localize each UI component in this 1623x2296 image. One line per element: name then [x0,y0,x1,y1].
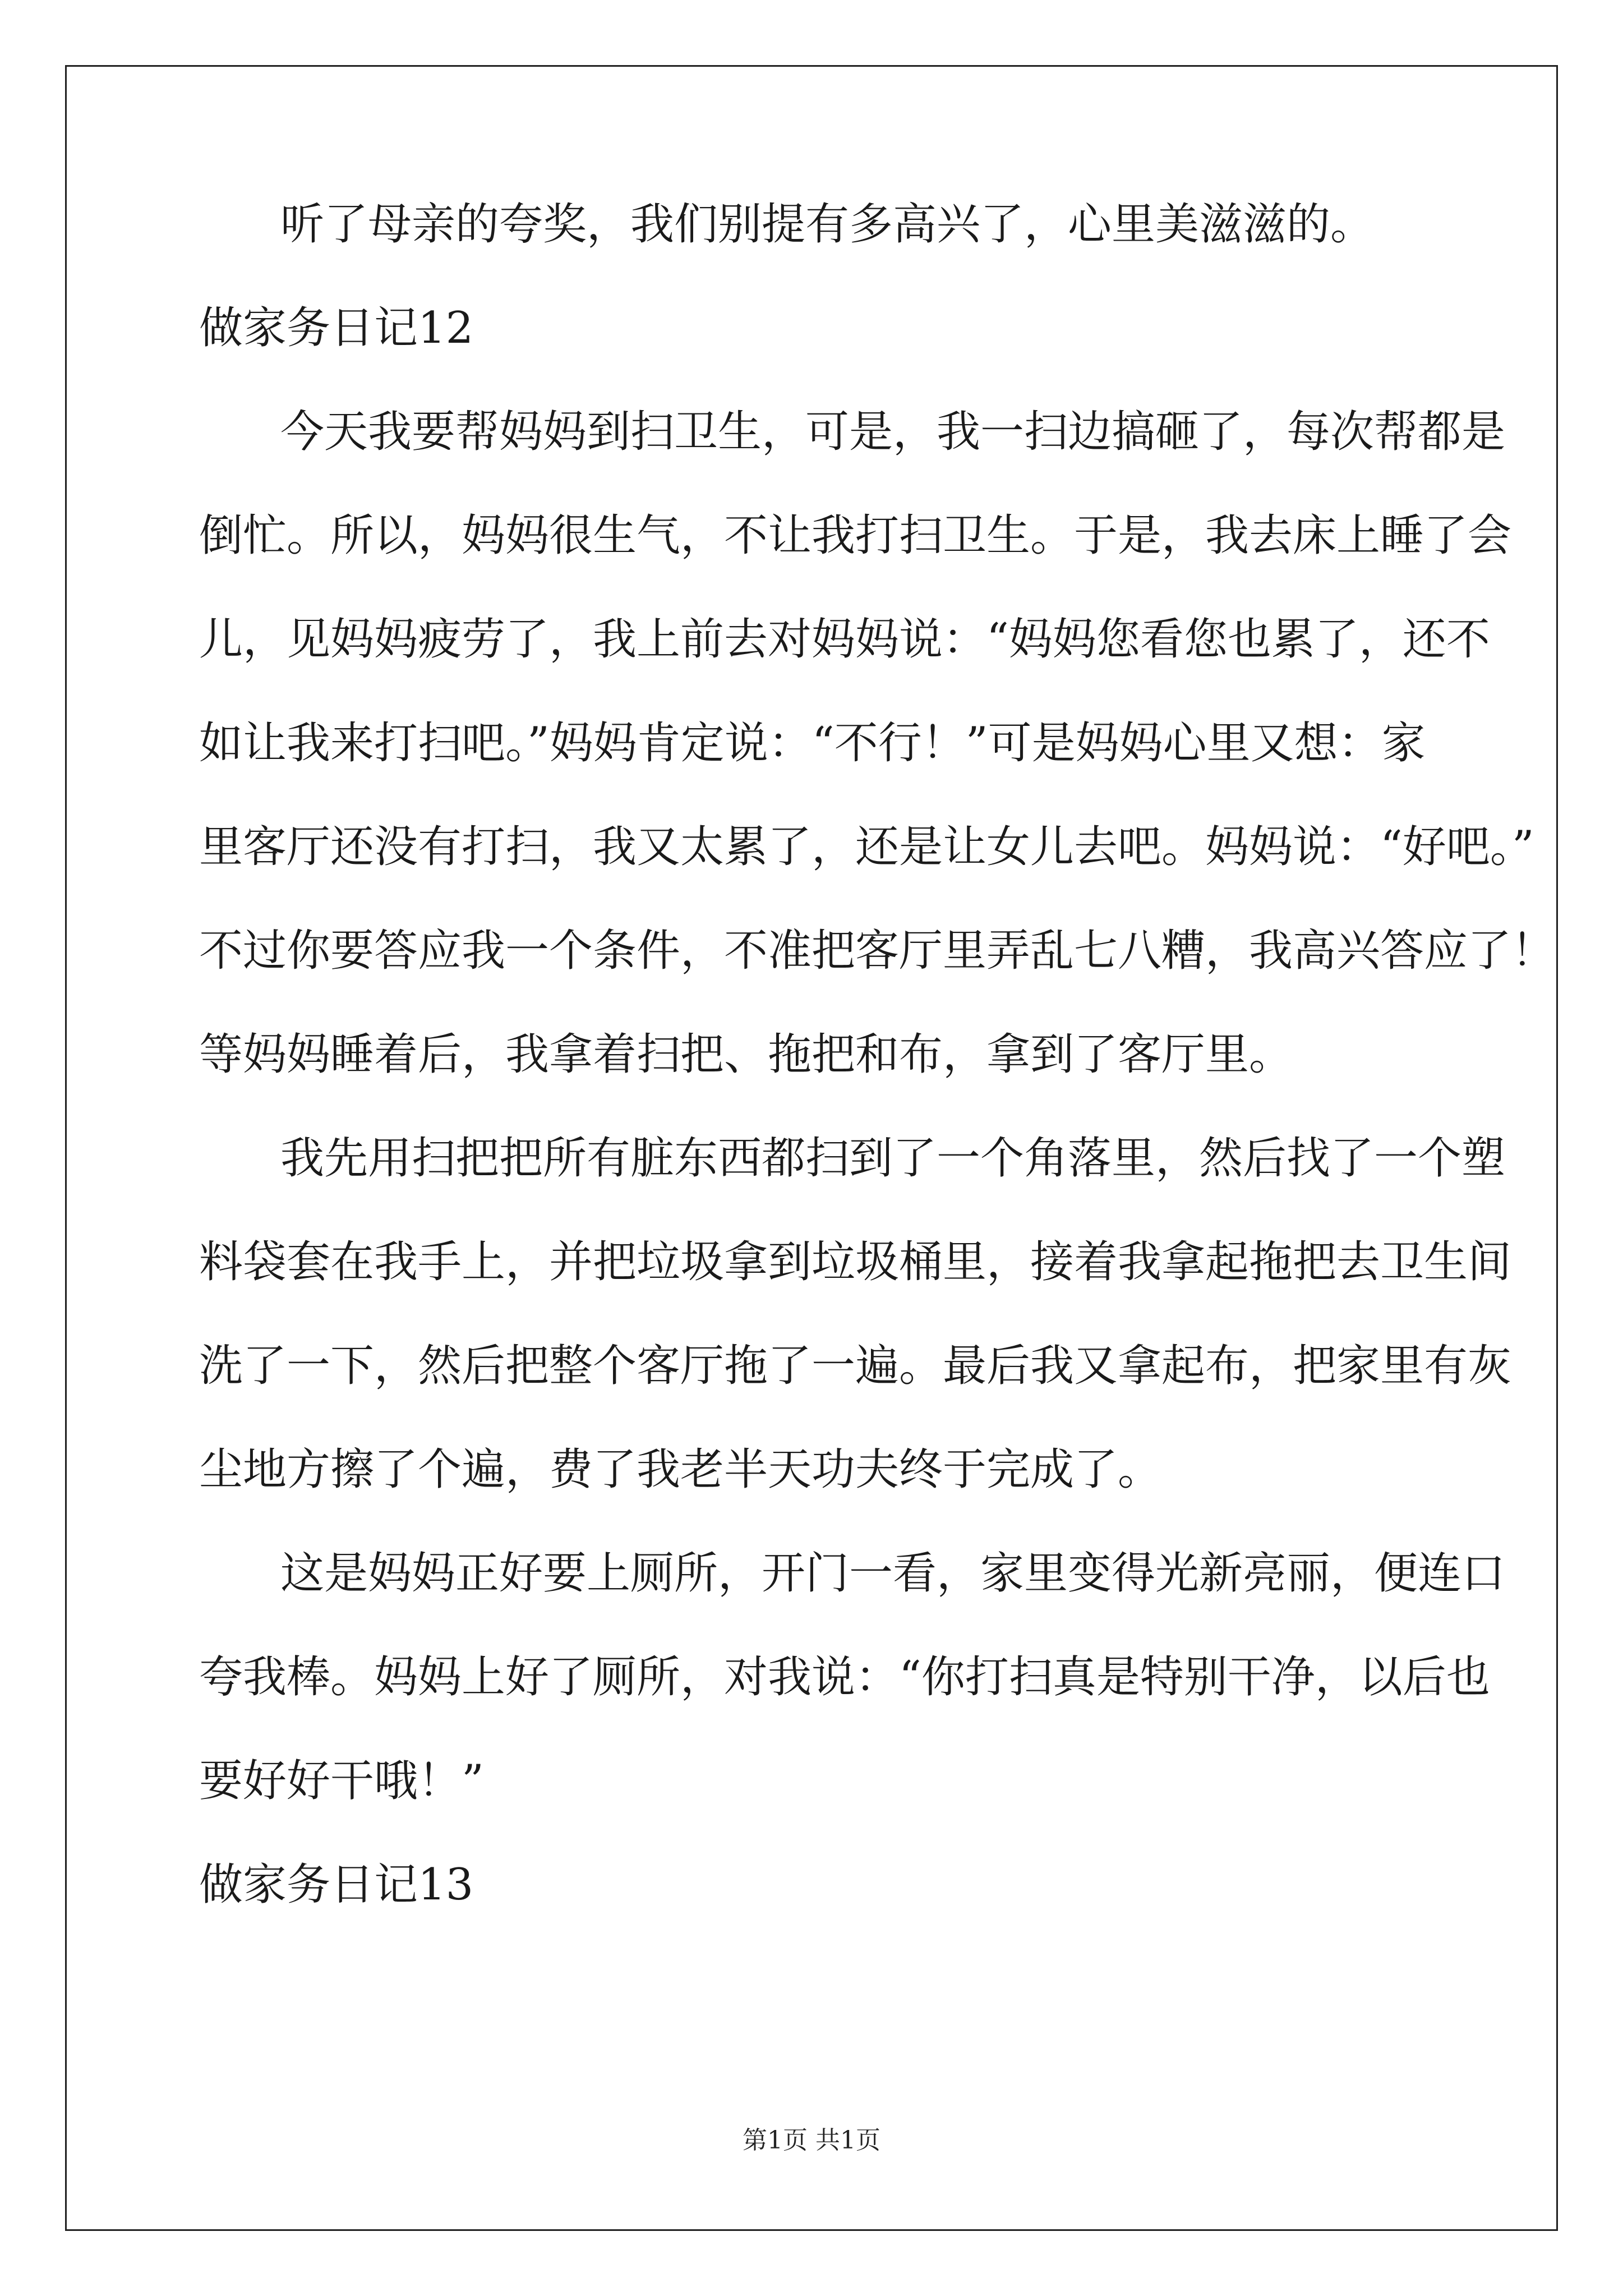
paragraph-line: 洗了一下，然后把整个客厅拖了一遍。最后我又拿起布，把家里有灰 [199,1341,1512,1391]
paragraph-line: 这是妈妈正好要上厕所，开门一看，家里变得光新亮丽，便连口 [280,1548,1506,1599]
paragraph-line: 倒忙。所以，妈妈很生气，不让我打扫卫生。于是，我去床上睡了会 [199,510,1512,561]
paragraph-line: 要好好干哦！” [199,1756,484,1806]
section-heading: 做家务日记12 [199,303,474,353]
paragraph-line: 料袋套在我手上，并把垃圾拿到垃圾桶里，接着我拿起拖把去卫生间 [199,1237,1512,1287]
paragraph-line: 尘地方擦了个遍，费了我老半天功夫终于完成了。 [199,1444,1162,1495]
paragraph-line: 儿，见妈妈疲劳了，我上前去对妈妈说：“妈妈您看您也累了，还不 [199,614,1490,665]
paragraph-line: 今天我要帮妈妈到扫卫生，可是，我一扫边搞砸了，每次帮都是 [280,407,1506,457]
paragraph-line: 我先用扫把把所有脏东西都扫到了一个角落里，然后找了一个塑 [280,1133,1506,1184]
paragraph-line: 不过你要答应我一个条件，不准把客厅里弄乱七八糟，我高兴答应了！ [199,926,1556,976]
paragraph-line: 夸我棒。妈妈上好了厕所，对我说：“你打扫真是特别干净，以后也 [199,1652,1490,1703]
paragraph-line: 如让我来打扫吧。”妈妈肯定说：“不行！”可是妈妈心里又想：家 [199,718,1426,769]
paragraph-line: 里客厅还没有打扫，我又太累了，还是让女儿去吧。妈妈说：“好吧。” [199,822,1534,872]
section-heading: 做家务日记13 [199,1860,474,1910]
page-number-footer: 第1页 共1页 [743,2126,880,2155]
paragraph-line: 等妈妈睡着后，我拿着扫把、拖把和布，拿到了客厅里。 [199,1029,1293,1080]
paragraph-line: 听了母亲的夸奖，我们别提有多高兴了，心里美滋滋的。 [280,199,1375,250]
